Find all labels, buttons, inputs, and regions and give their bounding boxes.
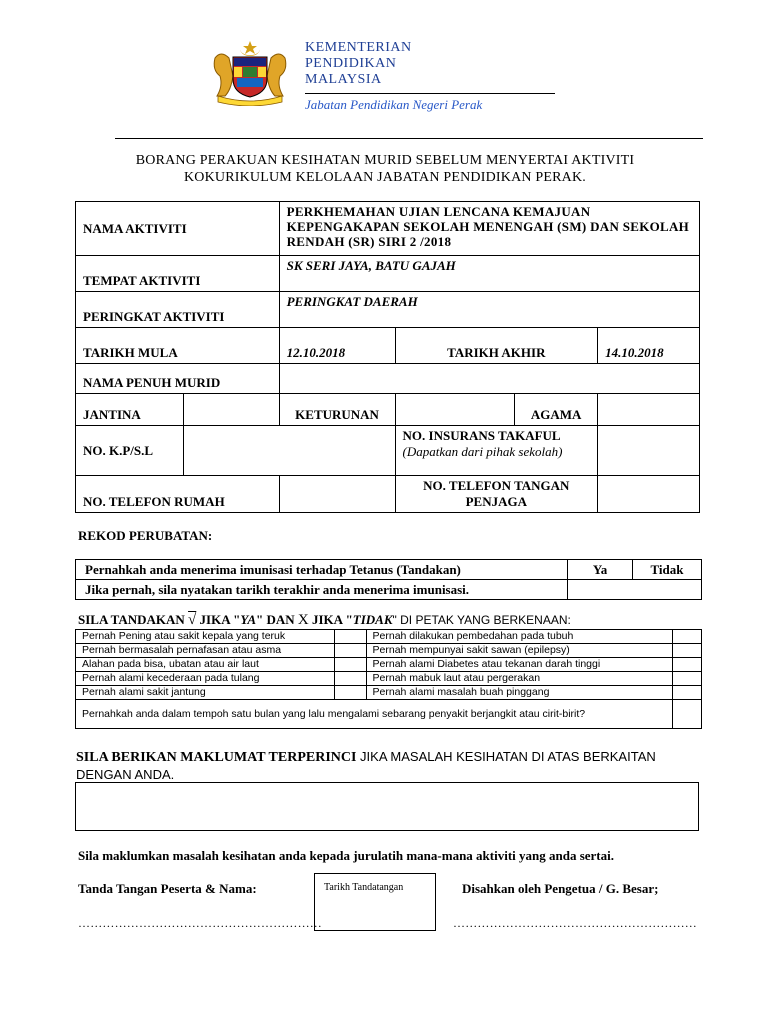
- venue-label: TEMPAT AKTIVITI: [76, 256, 280, 292]
- ministry-name: [305, 40, 412, 88]
- form-title-line1: BORANG PERAKUAN KESIHATAN MURID SEBELUM MENYERTAI AKTIVITI: [135, 153, 635, 168]
- start-date-value[interactable]: 12.10.2018: [279, 328, 395, 364]
- no-option[interactable]: Tidak: [633, 560, 702, 580]
- checklist-checkbox[interactable]: [334, 644, 366, 658]
- details-bold: SILA BERIKAN MAKLUMAT TERPERINCI: [76, 750, 357, 765]
- tetanus-question: Pernahkah anda menerima imunisasi terhadap Tetanus (Tandakan): [76, 560, 568, 580]
- checklist-item: Alahan pada bisa, ubatan atau air laut: [76, 658, 335, 672]
- notice-text: Sila maklumkan masalah kesihatan anda kepada jurulatih mana-mana aktiviti yang anda sertai.: [78, 848, 614, 863]
- activity-name-value[interactable]: PERKHEMAHAN UJIAN LENCANA KEMAJUAN KEPENGAKAPAN SEKOLAH MENENGAH (SM) DAN SEKOLAH RENDAH (SR) SIRI 2 /2018: [279, 202, 699, 256]
- insurance-label: [395, 426, 598, 476]
- immunisation-date-field[interactable]: [568, 580, 702, 600]
- infectious-disease-question: Pernahkah anda dalam tempoh satu bulan yang lalu mengalami sebarang penyakit berjangkit atau cirit-birit?: [76, 700, 673, 729]
- checklist-item: Pernah alami masalah buah pinggang: [366, 686, 672, 700]
- checklist-checkbox[interactable]: [334, 630, 366, 644]
- checklist-checkbox[interactable]: [334, 658, 366, 672]
- checklist-checkbox[interactable]: [334, 672, 366, 686]
- form-title-line2: KOKURIKULUM KELOLAAN JABATAN PENDIDIKAN PERAK.: [183, 170, 586, 185]
- full-name-field[interactable]: [279, 364, 699, 394]
- checklist-checkbox[interactable]: [673, 672, 702, 686]
- checklist-instruction: [78, 612, 571, 629]
- start-date-label: TARIKH MULA: [76, 328, 280, 364]
- signature-date-label: Tarikh Tandatangan: [324, 882, 404, 893]
- insurance-field[interactable]: [598, 426, 700, 476]
- checklist-item: Pernah dilakukan pembedahan pada tubuh: [366, 630, 672, 644]
- form-title: [80, 152, 690, 186]
- checklist-checkbox[interactable]: [673, 700, 702, 729]
- instruction-part-a: SILA TANDAKAN: [78, 612, 189, 627]
- checklist-item: Pernah mempunyai sakit sawan (epilepsy): [366, 644, 672, 658]
- participant-signature-line[interactable]: ……………………………………………………: [78, 916, 322, 930]
- venue-value[interactable]: SK SERI JAYA, BATU GAJAH: [279, 256, 699, 292]
- ministry-line3: MALAYSIA: [305, 72, 382, 87]
- medical-record-table: [75, 559, 702, 600]
- cross-icon: X: [297, 612, 309, 628]
- insurance-label-text: NO. INSURANS TAKAFUL: [402, 428, 560, 443]
- activity-details-table: [75, 201, 700, 513]
- home-phone-field[interactable]: [279, 476, 395, 513]
- participant-signature-label: Tanda Tangan Peserta & Nama:: [78, 881, 257, 896]
- details-textbox[interactable]: [75, 782, 699, 831]
- checklist-item: Pernah alami kecederaan pada tulang: [76, 672, 335, 686]
- checklist-checkbox[interactable]: [673, 658, 702, 672]
- race-label: KETURUNAN: [279, 394, 395, 426]
- checklist-checkbox[interactable]: [673, 644, 702, 658]
- instruction-tidak: TIDAK: [352, 612, 393, 627]
- home-phone-label: NO. TELEFON RUMAH: [76, 476, 280, 513]
- instruction-part-d: JIKA ": [308, 612, 353, 627]
- level-label: PERINGKAT AKTIVITI: [76, 292, 280, 328]
- ic-label: NO. K.P/S.L: [76, 426, 184, 476]
- end-date-value[interactable]: 14.10.2018: [598, 328, 700, 364]
- details-rest: JIKA MASALAH KESIHATAN DI ATAS BERKAITAN DENGAN ANDA.: [76, 749, 656, 782]
- immunisation-date-question: Jika pernah, sila nyatakan tarikh terakhir anda menerima imunisasi.: [76, 580, 568, 600]
- details-instruction: [76, 748, 696, 784]
- principal-approval-label: Disahkan oleh Pengetua / G. Besar;: [462, 881, 659, 896]
- checklist-item: Pernah Pening atau sakit kepala yang teruk: [76, 630, 335, 644]
- signature-date-box[interactable]: [314, 873, 436, 931]
- ministry-line2: PENDIDIKAN: [305, 56, 397, 71]
- full-name-label: NAMA PENUH MURID: [76, 364, 280, 394]
- coat-of-arms-logo: [210, 40, 290, 106]
- top-divider: [115, 138, 703, 139]
- instruction-part-e: " DI PETAK YANG BERKENAAN:: [392, 613, 571, 627]
- checklist-item: Pernah alami sakit jantung: [76, 686, 335, 700]
- insurance-note: (Dapatkan dari pihak sekolah): [402, 444, 563, 459]
- ic-field[interactable]: [183, 426, 395, 476]
- religion-field[interactable]: [598, 394, 700, 426]
- checklist-checkbox[interactable]: [673, 686, 702, 700]
- guardian-phone-field[interactable]: [598, 476, 700, 513]
- activity-name-label: NAMA AKTIVITI: [76, 202, 280, 256]
- race-field[interactable]: [395, 394, 515, 426]
- checklist-checkbox[interactable]: [334, 686, 366, 700]
- checklist-item: Pernah alami Diabetes atau tekanan darah tinggi: [366, 658, 672, 672]
- tick-icon: √: [188, 612, 197, 628]
- checklist-item: Pernah bermasalah pernafasan atau asma: [76, 644, 335, 658]
- instruction-part-b: JIKA ": [196, 612, 241, 627]
- health-checklist-table: [75, 629, 702, 729]
- gender-label: JANTINA: [76, 394, 184, 426]
- gender-field[interactable]: [183, 394, 279, 426]
- header-underline: [305, 93, 555, 94]
- level-value[interactable]: PERINGKAT DAERAH: [279, 292, 699, 328]
- guardian-phone-label: NO. TELEFON TANGAN PENJAGA: [395, 476, 598, 513]
- end-date-label: TARIKH AKHIR: [395, 328, 598, 364]
- instruction-ya: YA: [240, 612, 256, 627]
- department-name: Jabatan Pendidikan Negeri Perak: [305, 97, 483, 112]
- checklist-item: Pernah mabuk laut atau pergerakan: [366, 672, 672, 686]
- principal-signature-line[interactable]: ……………………………………………………: [453, 916, 697, 930]
- ministry-line1: KEMENTERIAN: [305, 40, 412, 55]
- instruction-part-c: " DAN: [256, 612, 298, 627]
- yes-option[interactable]: Ya: [568, 560, 633, 580]
- religion-label: AGAMA: [515, 394, 598, 426]
- medical-record-heading: REKOD PERUBATAN:: [78, 528, 213, 543]
- checklist-checkbox[interactable]: [673, 630, 702, 644]
